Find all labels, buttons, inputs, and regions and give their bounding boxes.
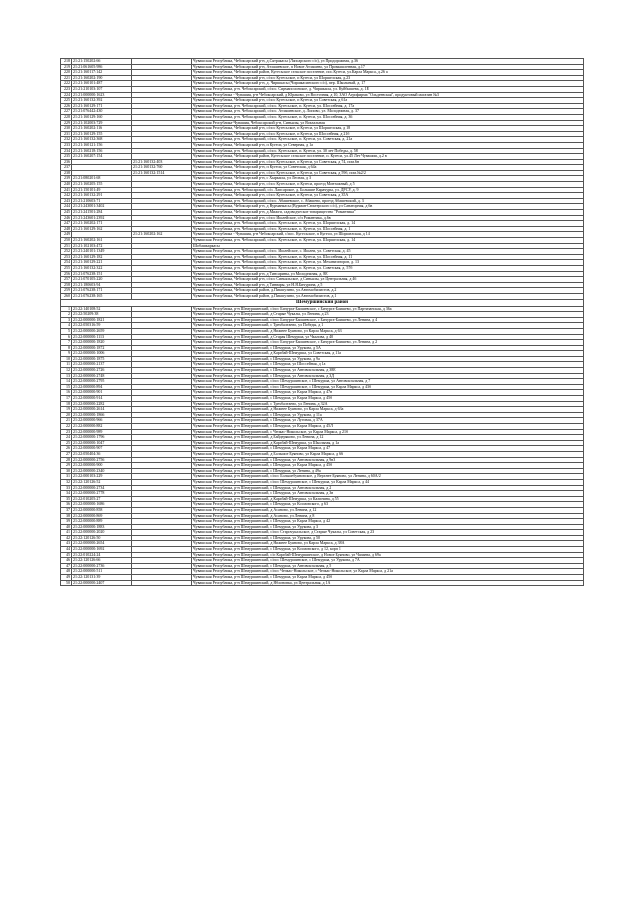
cadastral-number-cell: 21:22:000000:2137 [72,362,132,368]
address-cell: Чувашская Республика, р-н. Чебоксарский, с/пос. Кугесьское, п. Кугеси, ул. Шоршелская, д. 14 [192,238,584,244]
address-cell: Чувашская Республика, р-н Шемуршинский, с Шемурша, ул Луговая, д 37А [192,418,584,424]
address-cell: Чувашская Республика, р-н Шемуршинский, с/пос Бичурга-Баишевское, с Бичурга-Баишево, ул Ленина, д 2 [192,340,584,346]
row-number: 23 [61,429,72,435]
row-number: 11 [61,362,72,368]
row-number: 12 [61,368,72,374]
cadastral-number-cell: 21:21:160218:156 [72,148,132,154]
row-number: 241 [61,187,72,193]
cadastral-number-cell: 21:22:000000:2020 [72,530,132,536]
address-cell: Чувашская Республика, Чебоксарский р-н, д Тинвары, ул Н.Я.Бичурина, д 5 [192,282,584,288]
address-cell: Чувашская Республика, р-н Шемуршинский, с/пос Шемуршинское, с Шемурша, ул Карла Маркса, д 43б [192,384,584,390]
cadastral-number-cell: 21:21:160202:190 [72,75,132,81]
row-number: 248 [61,226,72,232]
address-cell: Чувашская Республика, р-н Шемуршинский, д Яблоновка, ул Центральная, д 1А [192,580,584,586]
row-number: 19 [61,407,72,413]
address-cell: Чувашская Республика, р-н Шемуршинский, с Шемурша, ул Автовокзальная, д 38Е [192,368,584,374]
cadastral-number-cell: 21:21:160205:155 [72,182,132,188]
address-cell: Чувашская Республика, р-н Шемуршинский, д Карабай-Шемурша, ул Советская, д 11а [192,351,584,357]
cadastral-number-cell: 21:22:000000:882 [72,424,132,430]
row-number: 21 [61,418,72,424]
row-number: 237 [61,165,72,171]
address-cell: Чувашская Республика, р-н. Чебоксарский, с/пос. Абашевское, с. Абашево, проезд Абашевский, д. 3 [192,198,584,204]
address-cell: Чувашская Республика, р-н Шемуршинский, с/пос Шемуршинское, с Шемурша, ул Карла Маркса, д 44 [192,479,584,485]
row-number: 35 [61,496,72,502]
row-number: 219 [61,64,72,70]
row-number: 222 [61,81,72,87]
cadastral-number-cell: 21:21:210103:107 [72,86,132,92]
address-cell: Чувашская Республика, Чебоксарский р-н, д Вурманкасы (Вурман-Сюктерского с/п), ул Санаторная, д 6в [192,204,584,210]
cadastral-number-cell: 21:21:160132:368 [72,137,132,143]
row-number: 259 [61,288,72,294]
row-number: 10 [61,356,72,362]
cadastral-number-cell: 21:21:076442:430 [72,109,132,115]
row-number: 252 [61,249,72,255]
address-cell: Чувашская Республика, р-н. Чебоксарский, с/пос. Кугесьское, п. Кугеси, ул. Механизаторов, д. 13 [192,260,584,266]
address-cell: Чувашская Республика, р-н Шемуршинский, с Шемурша, ул Урукова, д 9а [192,356,584,362]
row-number: 22 [61,424,72,430]
address-cell: Чувашская Республика, р-н Шемуршинский, д Карабай-Шемурша, ул Школьная, д 1а [192,440,584,446]
address-cell: Чувашская Республика, р-н. Чебоксарский, с/пос. Кугесьское, п. Кугеси, ул. 30 лет Победы, д. 58 [192,148,584,154]
row-number: 9 [61,351,72,357]
cadastral-number-cell: 21:22:000000:2614 [72,407,132,413]
cadastral-number-cell: 21:21:000000:1623 [72,92,132,98]
address-cell: Чувашская Республика, Чебоксарский р-н, п Кугеси, ул Северная, д 1а [192,142,584,148]
cadastral-number-cell: 21:22:000000:2282 [72,401,132,407]
row-number: 28 [61,457,72,463]
cadastral-number-cell: 21:21:070105:220 [72,277,132,283]
cadastral-number-cell: 21:22:000000:2340 [72,468,132,474]
row-number: 249 [61,232,72,238]
cadastral-number-cell: 21:22:000000:511 [72,569,132,575]
cadastral-number-cell: 21:22:120131:39 [72,575,132,581]
address-cell: Чувашская Республика - Чувашия, р-н Чебоксарский, с/пос. Кугесьское, п Кугеси, ул Шоршелская, д 14 [192,232,584,238]
cadastral-number-cell: 21:21:160117:142 [72,70,132,76]
address-cell: Чувашская Республика, р-н Шемуршинский, с Шемурша, ул Карла Маркса, д 45б [192,575,584,581]
row-number: 40 [61,524,72,530]
address-cell: Чувашская Республика, р-н Шемуршинский, с Шемурша, ул Карла Маркса, д 45б [192,463,584,469]
cadastral-number-cell: 21:22:000000:966 [72,418,132,424]
cadastral-number-cell: 21:22:120126:50 [72,535,132,541]
row-number: 240 [61,182,72,188]
address-cell: Чувашская Республика, р-н. Чебоксарский, с/пос. Кугесьское, п. Кугеси, ул. Шоссейная, д. 36 [192,114,584,120]
row-number: 239 [61,176,72,182]
cadastral-number-cell: 21:22:000000:1796 [72,435,132,441]
address-cell: Чувашская Республика, р-н Шемуршинский, д Асаново, ул Ленина, д 12 [192,507,584,513]
row-number: 236 [61,159,72,165]
cadastral-number-cell: 21:21:160132:322 [72,265,132,271]
cadastral-number-cell: 21:22:120126:66 [72,558,132,564]
address-cell: Чувашская Республика, р-н Шемуршинский, с Шемурша, ул Космовского, д 63 [192,502,584,508]
cadastral-number-cell: 21:21:076238:151 [72,271,132,277]
row-number: 14 [61,379,72,385]
address-cell: Чувашская Республика, р-н Шемуршинский, с Шемурша, ул Автовокзальная, д 3Д [192,373,584,379]
row-number: 29 [61,463,72,469]
address-cell: Чувашская Республика, Чебоксарский р-н, д.Сятракасы (Лапсарского с/п), ул Придорожная, д.36 [192,59,584,65]
row-number: 225 [61,98,72,104]
row-number: 27 [61,451,72,457]
cadastral-number-cell: 21:21:160202:161 [72,238,132,244]
row-number: 253 [61,254,72,260]
address-cell: Чувашская Республика-Чувашия, Чебоксарский р-н, Синьялы, ул Вокзальная [192,120,584,126]
address-cell: Чувашская Республика, Чебоксарский р-н, с/пос Кугесьское, п Кугеси, ул Шоссейная, д 21б [192,131,584,137]
row-number: 233 [61,142,72,148]
section-header-row [61,299,584,306]
row-number: 18 [61,401,72,407]
row-number: 3 [61,317,72,323]
row-number: 50 [61,580,72,586]
address-cell: Чувашская Республика, р-н Шемуршинский, с Шемурша, ул Карла Маркса, д 45б [192,396,584,402]
cadastral-number-cell-2: 21:21:160132:760 [132,165,192,171]
address-cell: Чувашская Республика, р-н Шемуршинский, с/пос Шемуршинское, с Шемурша, ул Автовокзальная, д 7 [192,379,584,385]
row-number: 256 [61,271,72,277]
address-cell: Чувашская Республика, р-н Шемуршинский, с Шемурша, ул Карла Маркса, д 42 [192,519,584,525]
row-number: 220 [61,70,72,76]
address-cell: Чувашская Республика, Чебоксарский район, д.Пикшузино, ул.Автомобилистов, д.2 [192,288,584,294]
row-number: 44 [61,547,72,553]
cadastral-number-cell: 21:21:180603:94 [72,282,132,288]
row-number: 242 [61,193,72,199]
address-cell: Чувашская Республика, р-н Шемуршинский, с Шемурша, ул Автовокзальная, д 9в3 [192,457,584,463]
row-number: 42 [61,535,72,541]
cadastral-number-cell: 21:22:000000:914 [72,396,132,402]
address-cell: Чувашская Республика, р-н Шемуршинский, с Шемурша, ул Урукова, д 11а [192,412,584,418]
address-cell: Чувашская Республика, р-н Шемуршинский, д Асаново, ул Ленина, д 8 [192,513,584,519]
address-cell: Чувашская Республика, р-н. Чебоксарский, с/пос. Сирмапосинское, д. Чиршкасы, ул. Куйбышева, д. 1Е [192,86,584,92]
address-cell: Чувашская Республика, р-н Шемуршинский, с Шемурша, ул Карла Маркса, д 45Л [192,424,584,430]
row-number: 1 [61,306,72,312]
row-number: 226 [61,103,72,109]
address-cell: Чувашская Республика, Чебоксарский р-н, с/пос Кугесьское, п Кугеси, проезд Монтажный, д 5 [192,182,584,188]
address-cell: Чувашская Республика, Чебоксарский р-н, д Тинсарины, ул Молодежная, д. 8Е [192,271,584,277]
row-number: 26 [61,446,72,452]
cadastral-number-cell: 21:21:160207:154 [72,154,132,160]
cadastral-number-cell: 21:21:061605:986 [72,64,132,70]
cadastral-number-cell: 21:22:050316:59 [72,323,132,329]
row-number: 45 [61,552,72,558]
cadastral-number-cell: 21:21:076238:165 [72,293,132,299]
row-number: 231 [61,131,72,137]
address-cell: Чувашская Республика, р-н Шемуршинский, с Шемурша, ул Автовокзальная, д 2 [192,485,584,491]
row-number: 260 [61,293,72,299]
address-cell: Чувашская Республика, р-н. Чебоксарский, с/пос. Атлашевское, д. Липово, ул. Молодежная, д. 37 [192,109,584,115]
cadastral-number-cell: 21:22:000000:1820 [72,340,132,346]
row-number: 247 [61,221,72,227]
address-cell: Чувашская Республика, р-н Шемуршинский, с/пос Шемуршинское, с Шемурша, ул Урукова, д 7А [192,558,584,564]
cadastral-number-cell: 21:22:000000:1872 [72,345,132,351]
row-number: 49 [61,575,72,581]
row-number: 36 [61,502,72,508]
address-cell: Чувашская Республика, р-н Шемуршинский, с Трехбалтаево, ул Победы, д 1 [192,323,584,329]
section-title: Шемуршинский район [61,299,584,306]
row-number: 223 [61,86,72,92]
cadastral-number-cell: 21:21:160129:171 [72,103,132,109]
row-number: 32 [61,479,72,485]
address-cell: Чувашская Республика, р-н Шемуршинский, д Байдеряково, ул Ленина, д 12 [192,435,584,441]
row-number: 224 [61,92,72,98]
table-row [61,580,584,586]
cadastral-number-cell: 21:22:000000:2659 [72,328,132,334]
row-number: 246 [61,215,72,221]
address-cell: Чувашская Республика, Чебоксарский район, д.Пикшузино, ул.Автомобилистов, д.1 [192,293,584,299]
address-cell: Чувашская Республика, р-н Шемуршинский, с/пос Старочукальское, д Старые Чукалы, ул Советская, д 23 [192,530,584,536]
cadastral-number-cell: 21:22:000000:2407 [72,580,132,586]
row-number: 6 [61,334,72,340]
row-number: 37 [61,507,72,513]
row-number: 39 [61,519,72,525]
cadastral-number-cell: 21:21:160129:221 [72,260,132,266]
address-cell: Чувашская Республика, Чебоксарский р-н, с/пос Кугесьское, п Кугеси, ул Советская, д 61а [192,98,584,104]
cadastral-number-cell: 21:21:241501:284 [72,210,132,216]
row-number: 38 [61,513,72,519]
cadastral-number-cell: 21:21:210603:71 [72,198,132,204]
cadastral-number-cell: 21:22:50209:38 [72,312,132,318]
cadastral-number-cell: 21:21:160121:156 [72,142,132,148]
cadastral-number-cell: 21:22:000000:1883 [72,524,132,530]
cadastral-number-cell: 21:22:000000:1875 [72,356,132,362]
cadastral-number-cell-2: 21:21:160202:162 [132,232,192,238]
row-number: 227 [61,109,72,115]
cadastral-number-cell: 21:21:160129:162 [72,226,132,232]
cadastral-number-cell: 21:22:140108:52 [72,306,132,312]
address-cell: Чувашская Республика, р-н Шемуршинский, с Шемурша, ул Автовокзальная, д 5 [192,563,584,569]
row-number: 47 [61,563,72,569]
cadastral-number-cell: 21:22:000000:1866 [72,412,132,418]
address-cell: Чувашская Республика, р-н Шемуршинский, с/пос Чепкас-Никольское, с Чепкас-Никольское, ул Карла Маркса, д 21а [192,569,584,575]
cadastral-number-cell: 21:22:000000:2795 [72,379,132,385]
cadastral-number-cell: 21:21:150101:49 [72,187,132,193]
cadastral-number-cell: 21:22:000000:2654 [72,541,132,547]
cadastral-number-cell: 21:22:000000:2736 [72,563,132,569]
row-number: 221 [61,75,72,81]
row-number: 234 [61,148,72,154]
row-number: 2 [61,312,72,318]
address-cell: Чувашская Республика, р-н Шемуршинский, с Шемурша, ул Карла Маркса, д 47 [192,446,584,452]
cadastral-number-cell-2: 21:21:160132:1514 [132,170,192,176]
row-number: 251 [61,243,72,249]
row-number: 230 [61,126,72,132]
address-cell: Чувашская Республика, р-н Шемуршинский, д Нижнее Буяново, ул Карла Маркса, д 63 [192,328,584,334]
address-cell: Чувашская Республика, Чебоксарский р-н, п Кугеси, ул Советская, д 64а [192,165,584,171]
address-cell: Чувашская Республика, Чебоксарский р-н, с/пос Кугесьское, п Кугеси, ул Шоршелская, д.23 [192,75,584,81]
row-number: 258 [61,282,72,288]
address-cell: Чувашская Республика, Чебоксарский р-н, с/пос Кугесьское, п Кугеси, ул Советская, д 74, пом.6н [192,159,584,165]
address-cell: Чувашская Республика, р-н Шемуршинский, с Шемурша, ул Карла Маркса, д 47в [192,390,584,396]
row-number: 20 [61,412,72,418]
cadastral-number-cell: 21:21:102003:729 [72,120,132,126]
address-cell: Чувашская Республика, р-н Шемуршинский, с/пос Большебуяновское, д Верхнее Буяново, ул Ленина, д 60А/2 [192,474,584,480]
cadastral-number-cell: 21:22:000000:989 [72,429,132,435]
address-cell: Чувашская Республика, Чебоксарский р-н, с/пос Ишлейское, с/п Романтика, д.6в [192,215,584,221]
cadastral-number-cell-2 [132,580,192,586]
cadastral-number-cell: 21:21:160202:171 [72,221,132,227]
row-number: 43 [61,541,72,547]
address-cell: Чувашская Республика, Чебоксарский р-н, с Хыркасы, ул Лесная, д 3 [192,176,584,182]
cadastral-number-cell: 21:21:080201:68 [72,176,132,182]
row-number: 46 [61,558,72,564]
row-number: 238 [61,170,72,176]
cadastral-number-cell: 21:22:000000:2726 [72,368,132,374]
cadastral-number-cell: 21:22:000000:1686 [72,502,132,508]
row-number: 15 [61,384,72,390]
cadastral-number-cell: 21:21:076238:171 [72,288,132,294]
cadastral-number-cell: 21:22:000000:1047 [72,440,132,446]
registry-table [60,58,584,586]
row-number: 24 [61,435,72,441]
row-number: 250 [61,238,72,244]
cadastral-number-cell: 21:22:000000:2778 [72,491,132,497]
table-body-chuvash-rows [61,59,584,300]
cadastral-number-cell: 21:22:000000:1821 [72,317,132,323]
cadastral-number-cell: 21:22:000000:858 [72,507,132,513]
address-cell: Чувашская Республика, р-н. Чебоксарский, с/пос. Ишлейское, с. Ишлеи, ул. Советская, д. 45 [192,249,584,255]
cadastral-number-cell: 21:22:000000:2756 [72,457,132,463]
cadastral-number-cell: 21:22:000000:2734 [72,485,132,491]
cadastral-number-cell: 21:22:000103:229 [72,474,132,480]
address-cell: Чувашская Республика, Чебоксарский р-н, с/пос Кугесьское, п Кугеси, ул Советская, д 59б, пом.№2/2 [192,170,584,176]
row-number: 243 [61,198,72,204]
table-body-shemursha-rows [61,306,584,586]
cadastral-number-cell: 21:22:000000:1113 [72,334,132,340]
address-cell: Чувашская Республика, р-н. Чебоксарский, с/пос. Кугесьское, п. Кугеси, ул. Шоссейная, д. 1 [192,226,584,232]
address-cell: Чувашская Республика, р-н. Чебоксарский, с/пос. Кугесьское, п. Кугеси, ул. Шоссейная, д. 11 [192,254,584,260]
row-number: 228 [61,114,72,120]
row-number: 244 [61,204,72,210]
address-cell: Чувашская Республика, Чебоксарский район, Кугесьское сельское поселение, пос.Кугеси, ул.Карла Маркса, д.26 а [192,70,584,76]
cadastral-number-cell: 21:21:160129:155 [72,131,132,137]
cadastral-number-cell: 21:22:000000:900 [72,463,132,469]
address-cell: Чувашская Республика, Чебоксарский р-н, с/пос Синьяльское, д Синьялы, ул Центральная, д 46 [192,277,584,283]
row-number: 229 [61,120,72,126]
row-number: 41 [61,530,72,536]
address-cell: Чувашская Республика, р-н Шемуршинский, д Нижнее Буяново, ул Карла Маркса, д 38А [192,541,584,547]
registry-sheet [60,58,584,586]
address-cell: Чувашская Республика, Чебоксарский р-н, с/пос Кугесьское, п Кугеси, ул Советская, д 35А [192,193,584,199]
address-cell: Чувашская Республика, р-н Шемуршинский, с Шемурша, ул Урукова, д 50 [192,535,584,541]
address-cell: Чувашская Республика, р-н. Чебоксарский, с/пос. Кугесьское, п. Кугеси, ул. Советская, д. 21а [192,137,584,143]
address-cell: Чувашская Республика, Чебоксарский р-н, с/пос Кугесьское, п Кугеси, ул Шоршелская, д 18 [192,126,584,132]
address-cell: Чувашская Республика, р-н. Чебоксарский, с/п. Лапсарское, д. Большие Карачуры, ул. ДРСУ, д. 9 [192,187,584,193]
row-number: 235 [61,154,72,160]
address-cell: Чувашская Республика, Чебоксарский р-н, д.Мижги, садоводческое товарищество "Романтика" [192,210,584,216]
cadastral-number-cell: 21:22:120126:52 [72,479,132,485]
cadastral-number-cell: 21:22:000000:1006 [72,351,132,357]
cadastral-number-cell: 21:22:010205:27 [72,496,132,502]
row-number: 4 [61,323,72,329]
address-cell: Чувашская Республика, р-н. Чебоксарский, с/пос. Кугесьское, п. Кугеси, ул. Шоршелская, д. 14 [192,221,584,227]
address-cell: Чувашская Республика, р-н Шемуршинский, д Нижнее Буяново, ул Карла Маркса, д 63а [192,407,584,413]
row-number: 8 [61,345,72,351]
row-number: 33 [61,485,72,491]
row-number: 31 [61,474,72,480]
cadastral-number-cell: 21:22:000000:889 [72,519,132,525]
cadastral-number-cell: 21:21:160132:392 [72,98,132,104]
row-number: 218 [61,59,72,65]
cadastral-number-cell: 21:22:000000:1692 [72,547,132,553]
row-number: 13 [61,373,72,379]
cadastral-number-cell: 21:22:000000:907 [72,446,132,452]
cadastral-number-cell: 21:22:000000:2748 [72,373,132,379]
row-number: 30 [61,468,72,474]
address-cell: Чувашская Республика, р-н Шемуршинский, с/п Карабай-Шемуршинское, д Новое Буяново, ул Чапаева, д 69а [192,552,584,558]
row-number: 17 [61,396,72,402]
cadastral-number-cell: 21:21:150202:66 [72,59,132,65]
row-number: 7 [61,340,72,346]
address-cell: Чувашская Республика, р-н Шемуршинский, д Карабай-Шемурша, ул Калинина, д 55 [192,496,584,502]
cadastral-number-cell: 21:21:160132:291 [72,193,132,199]
row-number: 232 [61,137,72,143]
row-number: 48 [61,569,72,575]
cadastral-number-cell: 21:22:050404:36 [72,451,132,457]
cadastral-number-cell: 21:21:160101:487 [72,81,132,87]
cadastral-number-cell: 21:22:010224:24 [72,552,132,558]
address-cell: Чувашская Республика, р-н Шемуршинский, д Старые Чукалы, ул Ленина, д 23 [192,312,584,318]
row-number: 245 [61,210,72,216]
address-cell: Чувашская Республика, р-н Шемуршинский, с Шемурша, ул Урукова, д 5А [192,345,584,351]
row-number: 34 [61,491,72,497]
row-number: 5 [61,328,72,334]
cadastral-number-cell: 21:21:243601:2392 [72,215,132,221]
cadastral-number-cell: 21:21:160202:116 [72,126,132,132]
cadastral-number-cell: 21:21:240101:1349 [72,249,132,255]
address-cell: Шобашкаркасы [192,243,584,249]
address-cell: Чувашская Республика, р-н Шемуршинский, с Шемурша, ул Ленина, д 49а [192,468,584,474]
row-number: 255 [61,265,72,271]
cadastral-number-cell: 21:21:160129:182 [72,254,132,260]
cadastral-number-cell: 21:21:102103:472 [72,243,132,249]
row-number: 257 [61,277,72,283]
address-cell: Чувашская Республика, р-н Шемуршинский, с/пос Бичурга-Баишевское, с Бичурга-Баишево, ул Ленина, д 4 [192,317,584,323]
address-cell: Чувашская Республика, р-н Шемуршинский, д Старая Шемурша, ул Чкалова, д 40 [192,334,584,340]
address-cell: Чувашская Республика - Чувашия, р-н Чебоксарский, д Юраково, ул Восточная, д 10, ЗАО Агрофирма "Ольдеевская", продуктовый магазин №3 [192,92,584,98]
address-cell: Чувашская Республика, Чебоксарский р-н, д. Чиршкасы (Чиршкасинского с/п), пер. Школьный, д. 17 [192,81,584,87]
row-number: 16 [61,390,72,396]
row-number: 254 [61,260,72,266]
cadastral-number-cell: 21:21:243001:3402 [72,204,132,210]
address-cell: Чувашская Республика, р-н Шемуршинский, с/пос Бичурга-Баишевское, с Бичурга-Баишево, ул Партизанская, д 36а [192,306,584,312]
address-cell: Чувашская Республика, р-н Шемуршинский, с Шемурша, ул Шоссейная, д 1а [192,362,584,368]
cadastral-number-cell: 21:22:000000:901 [72,390,132,396]
address-cell: Чувашская Республика, р-н. Чебоксарский, с/пос. Кугесьское, п. Кугеси, ул. Советская, д. 57б [192,265,584,271]
address-cell: Чувашская Республика, р-н Шемуршинский, с Трехбалтаево, ул Ленина, д 32А [192,401,584,407]
address-cell: Чувашская Республика, р-н Шемуршинский, с Шемурша, ул Космовского, д 12, корп 1 [192,547,584,553]
address-cell: Чувашская Республика, Чебоксарский р-н, Атлашевское, п Новое Атлашево, ул Промышленная, д.17 [192,64,584,70]
address-cell: Чувашская Республика, р-н Шемуршинский, с Чепкас-Никольское, ул Карла Маркса, д 21б [192,429,584,435]
cadastral-number-cell: 21:21:160129:160 [72,114,132,120]
address-cell: Чувашская Республика, р-н. Чебоксарский, с/пос. Кугесьское, п. Кугеси, ул. Шоссейная, д. 17а [192,103,584,109]
cadastral-number-cell-2: 21:21:160132:403 [132,159,192,165]
address-cell: Чувашская Республика, р-н Шемуршинский, д Большое Буяново, ул Карла Маркса, д 66 [192,451,584,457]
address-cell: Чувашская Республика, р-н Шемуршинский, с Шемурша, ул Урукова, д 3 [192,524,584,530]
cadastral-number-cell: 21:22:000000:869 [72,513,132,519]
row-number: 25 [61,440,72,446]
address-cell: Чувашская Республика, Чебоксарский район, Кугесьское сельское поселение, п. Кугеси, ул.45 Лет Чувашии, д.2 в [192,154,584,160]
address-cell: Чувашская Республика, р-н Шемуршинский, с Шемурша, ул Автовокзальная, д 3в [192,491,584,497]
cadastral-number-cell: 21:22:000000:894 [72,384,132,390]
